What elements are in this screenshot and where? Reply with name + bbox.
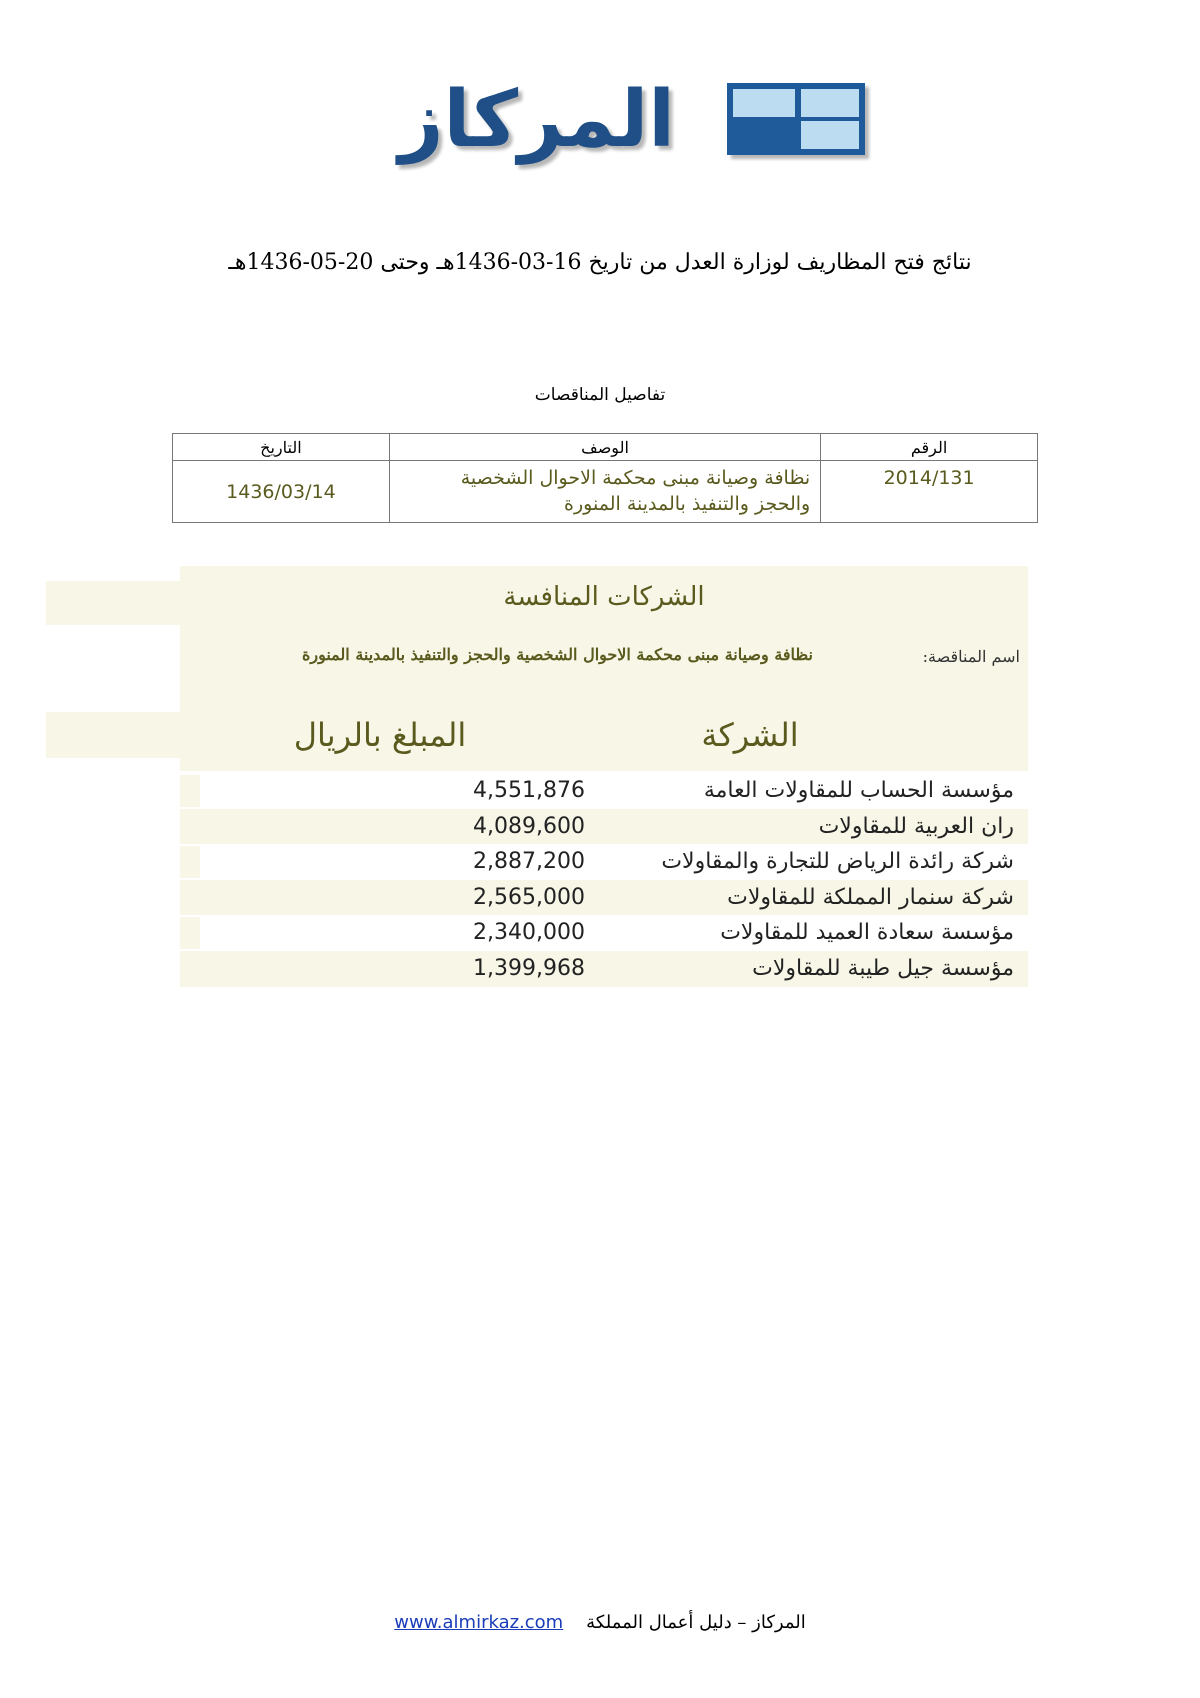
tender-number: 2014/131	[821, 461, 1038, 523]
company-name: شركة رائدة الرياض للتجارة والمقاولات	[661, 849, 1014, 875]
company-amount: 1,399,968	[473, 955, 585, 981]
competitors-band-left	[46, 581, 180, 625]
company-name: مؤسسة الحساب للمقاولات العامة	[703, 778, 1014, 803]
company-amount: 2,887,200	[473, 849, 585, 875]
details-title: تفاصيل المناقصات	[534, 385, 666, 405]
header-date: التاريخ	[173, 434, 390, 461]
tender-description: نظافة وصيانة مبنى محكمة الاحوال الشخصية والحجز والتنفيذ بالمدينة المنورة	[389, 461, 820, 523]
footer-website-link[interactable]: www.almirkaz.com	[394, 1612, 564, 1633]
company-amount: 4,089,600	[473, 813, 585, 839]
competitors-band-left	[46, 712, 180, 758]
footer-text: المركاز – دليل أعمال المملكة	[586, 1612, 806, 1633]
company-amount: 2,565,000	[473, 884, 585, 910]
tender-name-value: نظافة وصيانة مبنى محكمة الاحوال الشخصية والحجز والتنفيذ بالمدينة المنورة	[301, 645, 813, 664]
list-item	[180, 880, 1028, 916]
logo	[355, 75, 875, 165]
page-heading: نتائج فتح المظاريف لوزارة العدل من تاريخ 16-03-1436هـ وحتى 20-05-1436هـ	[228, 250, 972, 275]
competitors-list	[180, 773, 1028, 987]
company-amount: 2,340,000	[473, 920, 585, 946]
list-item	[180, 773, 1028, 809]
company-amount: 4,551,876	[473, 778, 585, 803]
column-header-company: الشركة	[701, 716, 799, 754]
competitors-title: الشركات المنافسة	[503, 582, 705, 612]
company-name: شركة سنمار المملكة للمقاولات	[727, 884, 1014, 910]
tender-date: 1436/03/14	[173, 461, 390, 523]
header-number: الرقم	[821, 434, 1038, 461]
header-description: الوصف	[389, 434, 820, 461]
column-header-amount: المبلغ بالريال	[293, 716, 467, 754]
list-item	[180, 915, 1028, 951]
tender-name-label: اسم المناقصة:	[922, 647, 1020, 666]
tender-details-table	[172, 433, 1038, 523]
list-item	[180, 809, 1028, 845]
logo-blocks-icon	[727, 83, 865, 155]
logo-wordmark: المركاز	[398, 75, 675, 165]
list-item	[180, 844, 1028, 880]
company-name: مؤسسة جيل طيبة للمقاولات	[752, 955, 1014, 981]
footer	[0, 1612, 1200, 1633]
company-name: مؤسسة سعادة العميد للمقاولات	[720, 920, 1014, 946]
table-row	[173, 461, 1038, 523]
list-item	[180, 951, 1028, 987]
company-name: ران العربية للمقاولات	[818, 813, 1014, 839]
